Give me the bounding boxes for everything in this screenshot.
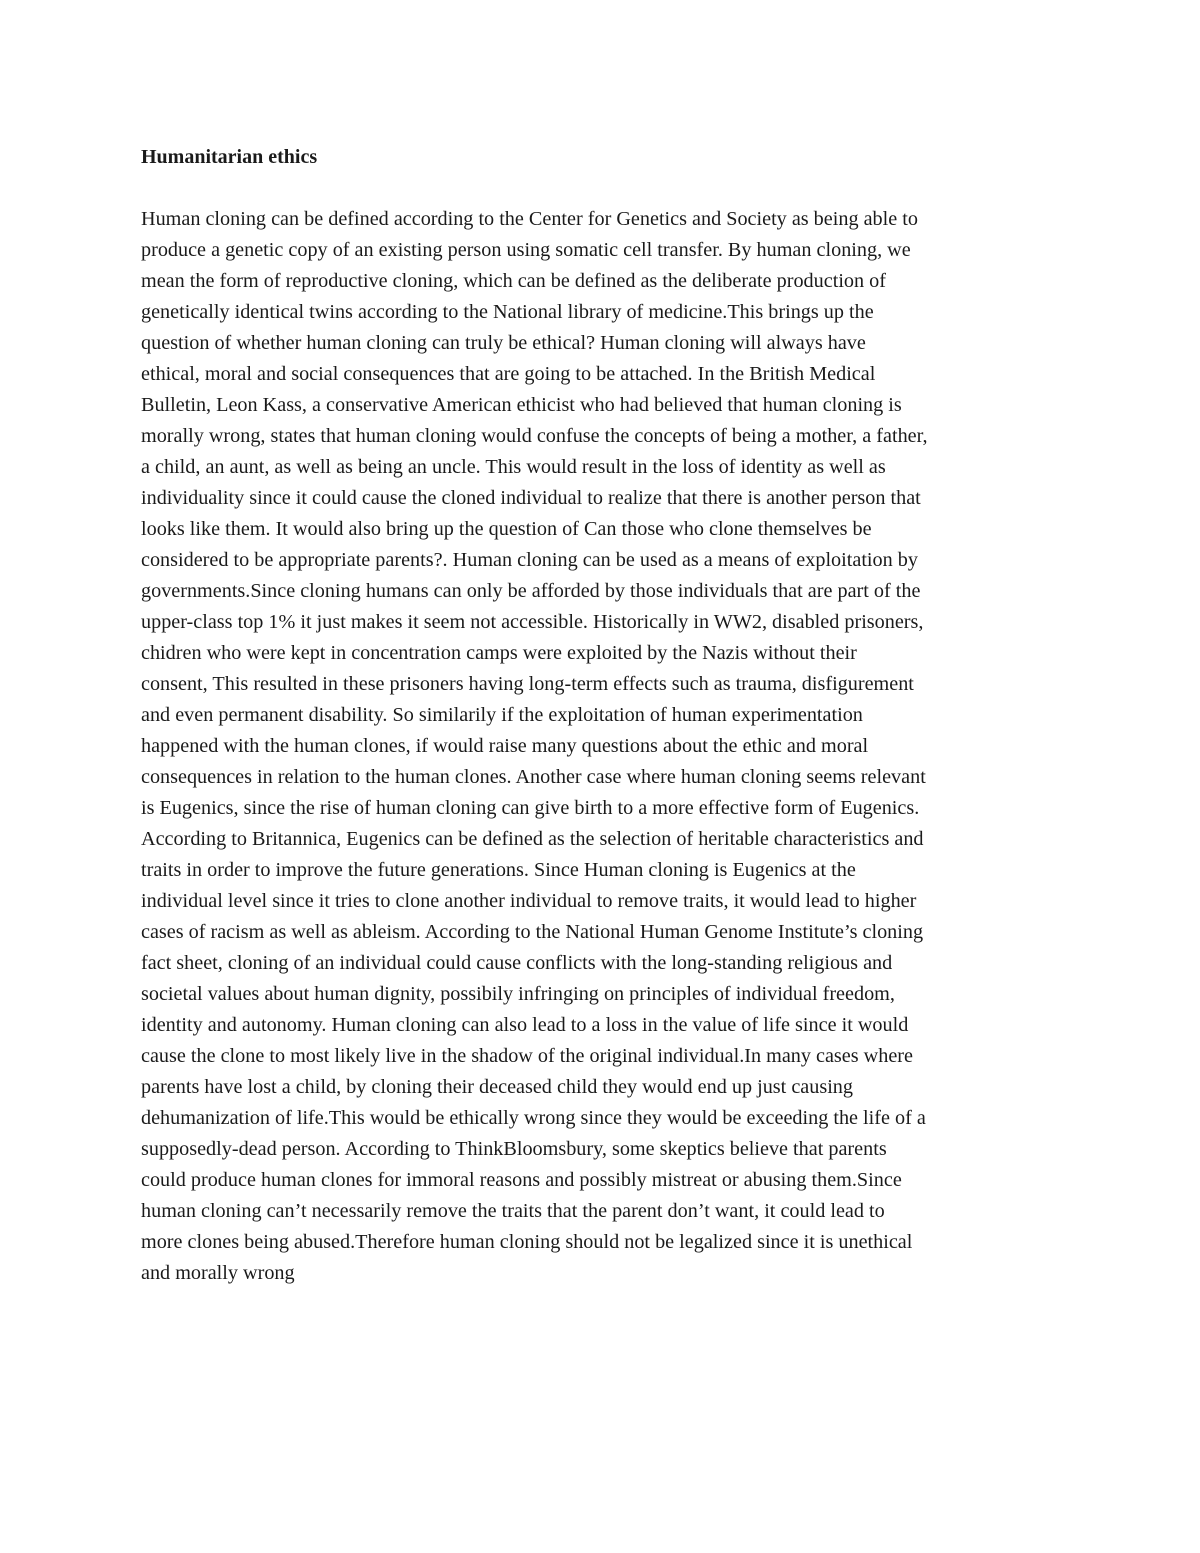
body-line: could produce human clones for immoral reasons and possibly mistreat or abusing them.Since: [141, 1169, 902, 1191]
body-line: and morally wrong: [141, 1262, 295, 1284]
body-line: mean the form of reproductive cloning, which can be defined as the deliberate production of: [141, 270, 886, 292]
body-line: morally wrong, states that human cloning would confuse the concepts of being a mother, a father,: [141, 425, 928, 447]
body-line: chidren who were kept in concentration camps were exploited by the Nazis without their: [141, 642, 857, 664]
body-line: cases of racism as well as ableism. According to the National Human Genome Institute’s cloning: [141, 921, 924, 943]
body-line: parents have lost a child, by cloning their deceased child they would end up just causing: [141, 1076, 853, 1098]
body-line: more clones being abused.Therefore human cloning should not be legalized since it is unethical: [141, 1231, 913, 1253]
body-line: and even permanent disability. So similarily if the exploitation of human experimentation: [141, 704, 863, 726]
body-line: consequences in relation to the human clones. Another case where human cloning seems relevant: [141, 766, 926, 788]
body-line: identity and autonomy. Human cloning can also lead to a loss in the value of life since it would: [141, 1014, 909, 1036]
body-line: upper-class top 1% it just makes it seem not accessible. Historically in WW2, disabled prisoners,: [141, 611, 924, 633]
document-body: [141, 204, 1081, 1289]
body-line: consent, This resulted in these prisoners having long-term effects such as trauma, disfigurement: [141, 673, 914, 695]
body-line: dehumanization of life.This would be ethically wrong since they would be exceeding the life of a: [141, 1107, 926, 1129]
document-title: Humanitarian ethics: [141, 146, 318, 168]
body-line: is Eugenics, since the rise of human cloning can give birth to a more effective form of Eugenics.: [141, 797, 920, 819]
body-line: considered to be appropriate parents?. Human cloning can be used as a means of exploitation by: [141, 549, 918, 571]
body-line: Human cloning can be defined according to the Center for Genetics and Society as being able to: [141, 208, 918, 230]
body-line: individual level since it tries to clone another individual to remove traits, it would lead to higher: [141, 890, 917, 912]
body-line: question of whether human cloning can truly be ethical? Human cloning will always have: [141, 332, 866, 354]
body-line: genetically identical twins according to the National library of medicine.This brings up the: [141, 301, 874, 323]
body-line: happened with the human clones, if would raise many questions about the ethic and moral: [141, 735, 869, 757]
body-line: human cloning can’t necessarily remove the traits that the parent don’t want, it could lead to: [141, 1200, 885, 1222]
body-line: ethical, moral and social consequences that are going to be attached. In the British Medical: [141, 363, 876, 385]
body-line: fact sheet, cloning of an individual could cause conflicts with the long-standing religious and: [141, 952, 893, 974]
body-line: Bulletin, Leon Kass, a conservative American ethicist who had believed that human cloning is: [141, 394, 902, 416]
body-line: According to Britannica, Eugenics can be defined as the selection of heritable characteristics and: [141, 828, 924, 850]
body-line: looks like them. It would also bring up the question of Can those who clone themselves be: [141, 518, 872, 540]
body-line: produce a genetic copy of an existing person using somatic cell transfer. By human cloning, we: [141, 239, 911, 261]
body-line: traits in order to improve the future generations. Since Human cloning is Eugenics at the: [141, 859, 856, 881]
body-line: a child, an aunt, as well as being an uncle. This would result in the loss of identity as well as: [141, 456, 886, 478]
body-line: supposedly-dead person. According to ThinkBloomsbury, some skeptics believe that parents: [141, 1138, 887, 1160]
body-line: governments.Since cloning humans can only be afforded by those individuals that are part of the: [141, 580, 921, 602]
body-line: societal values about human dignity, possibily infringing on principles of individual freedom,: [141, 983, 895, 1005]
body-line: cause the clone to most likely live in the shadow of the original individual.In many cases where: [141, 1045, 913, 1067]
body-line: individuality since it could cause the cloned individual to realize that there is another person that: [141, 487, 921, 509]
